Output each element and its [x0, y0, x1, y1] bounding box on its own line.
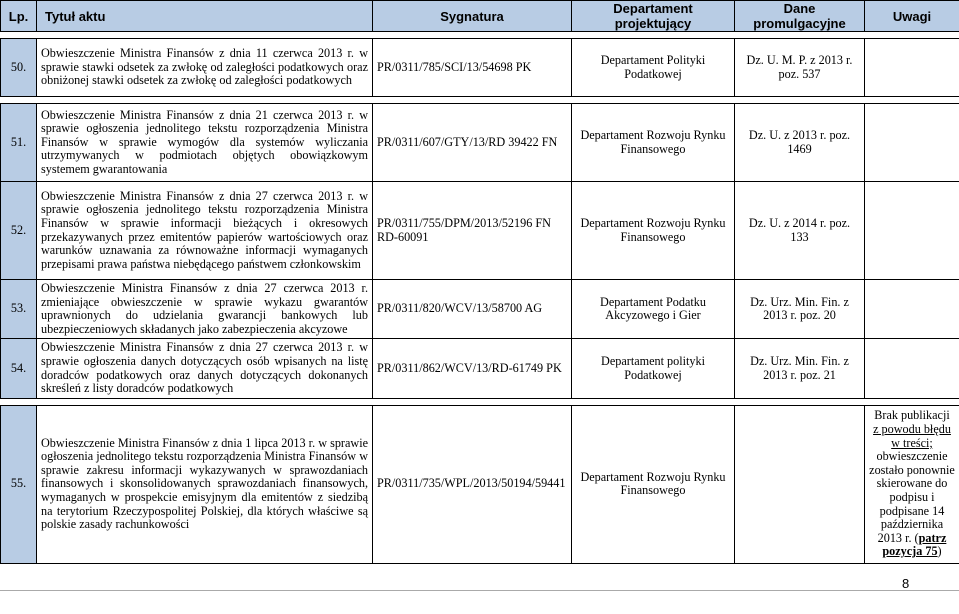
- table-header-row: [1, 1, 959, 32]
- header-notes: Uwagi: [865, 1, 959, 32]
- act-title: Obwieszczenie Ministra Finansów z dnia 27 czerwca 2013 r. zmieniające obwieszczenie w sprawie wykazu gwarantów uprawnionych do udzielania gwarancji bankowych lub ubezpieczeniowych składanych jako zabezpieczenia akcyzowe: [37, 280, 373, 339]
- page-number: 8: [902, 576, 910, 591]
- act-notes: [865, 280, 959, 339]
- notes-underlined: z powodu błędu: [873, 422, 951, 437]
- act-signature: PR/0311/862/WCV/13/RD-61749 PK: [373, 339, 572, 398]
- act-title: Obwieszczenie Ministra Finansów z dnia 1 lipca 2013 r. w sprawie ogłoszenia jednolitego tekstu rozporządzenia Ministra Finansów w sprawie zakresu informacji wykazywanych w sprawozdaniach finansowych i skonsolidowanych sprawozdaniach finansowych, wymaganych w prospekcie emisyjnym dla emitentów z siedzibą na terytorium Rzeczypospolitej Polskiej, dla których właściwe są polskie zasady rachunkowości: [37, 405, 373, 563]
- act-signature: PR/0311/785/SCI/13/54698 PK: [373, 39, 572, 97]
- act-notes: [865, 339, 959, 398]
- act-notes: [865, 182, 959, 280]
- act-publication: Dz. U. z 2014 r. poz. 133: [735, 182, 865, 280]
- act-publication: Dz. U. M. P. z 2013 r. poz. 537: [735, 39, 865, 97]
- act-title: Obwieszczenie Ministra Finansów z dnia 27 czerwca 2013 r. w sprawie ogłoszenia danych dotyczących osób wpisanych na listę doradców podatkowych oraz danych dotyczących dokonanych skreśleń z listy doradców podatkowych: [37, 339, 373, 398]
- act-department: Departament polityki Podatkowej: [572, 339, 735, 398]
- act-department: Departament Rozwoju Rynku Finansowego: [572, 405, 735, 563]
- notes-underlined: w treści;: [891, 435, 933, 450]
- act-department: Departament Polityki Podatkowej: [572, 39, 735, 97]
- row-number: 52.: [1, 182, 37, 280]
- table-row: [1, 339, 959, 398]
- row-number: 50.: [1, 39, 37, 97]
- notes-text: obwieszczenie zostało ponownie skierowane do podpisu i podpisane 14 października 2013 r. (: [869, 449, 955, 545]
- act-publication: [735, 405, 865, 563]
- table-row: [1, 182, 959, 280]
- act-signature: PR/0311/735/WPL/2013/50194/59441: [373, 405, 572, 563]
- act-department: Departament Rozwoju Rynku Finansowego: [572, 182, 735, 280]
- act-signature: PR/0311/607/GTY/13/RD 39422 FN: [373, 104, 572, 182]
- act-publication: Dz. Urz. Min. Fin. z 2013 r. poz. 20: [735, 280, 865, 339]
- act-signature: PR/0311/755/DPM/2013/52196 FN RD-60091: [373, 182, 572, 280]
- header-publication: Dane promulgacyjne: [735, 1, 865, 32]
- notes-cross-reference: patrz pozycja 75: [882, 530, 947, 559]
- act-department: Departament Rozwoju Rynku Finansowego: [572, 104, 735, 182]
- act-publication: Dz. Urz. Min. Fin. z 2013 r. poz. 21: [735, 339, 865, 398]
- table-row: [1, 280, 959, 339]
- act-notes: [865, 39, 959, 97]
- table-row: [1, 39, 959, 97]
- notes-text: Brak publikacji: [874, 408, 950, 423]
- table-row: [1, 405, 959, 563]
- act-title: Obwieszczenie Ministra Finansów z dnia 27 czerwca 2013 r. w sprawie ogłoszenia jednolitego tekstu rozporządzenia Ministra Finansów w sprawie informacji bieżących i okresowych przekazywanych przez emitentów papierów wartościowych oraz warunków uznawania za równoważne informacji wymaganych przepisami prawa państwa niebędącego państwem członkowskim: [37, 182, 373, 280]
- header-title: Tytuł aktu: [37, 1, 373, 32]
- act-publication: Dz. U. z 2013 r. poz. 1469: [735, 104, 865, 182]
- act-title: Obwieszczenie Ministra Finansów z dnia 21 czerwca 2013 r. w sprawie ogłoszenia jednolitego tekstu rozporządzenia Ministra Finansów w sprawie wymogów dla systemów wyliczania utrzymywanych w podmiotach objętych obowiązkowym systemem gwarantowania: [37, 104, 373, 182]
- act-notes: [865, 405, 959, 563]
- page-divider: [0, 590, 959, 591]
- header-lp: Lp.: [1, 1, 37, 32]
- notes-text: ): [937, 544, 942, 559]
- act-notes: [865, 104, 959, 182]
- row-number: 53.: [1, 280, 37, 339]
- header-department: Departament projektujący: [572, 1, 735, 32]
- header-signature: Sygnatura: [373, 1, 572, 32]
- act-title: Obwieszczenie Ministra Finansów z dnia 11 czerwca 2013 r. w sprawie stawki odsetek za zwłokę od zaległości podatkowych oraz obniżonej stawki odsetek za zwłokę od zaległości podatkowych: [37, 39, 373, 97]
- row-number: 55.: [1, 405, 37, 563]
- act-signature: PR/0311/820/WCV/13/58700 AG: [373, 280, 572, 339]
- row-number: 54.: [1, 339, 37, 398]
- table-row: [1, 104, 959, 182]
- act-department: Departament Podatku Akcyzowego i Gier: [572, 280, 735, 339]
- row-number: 51.: [1, 104, 37, 182]
